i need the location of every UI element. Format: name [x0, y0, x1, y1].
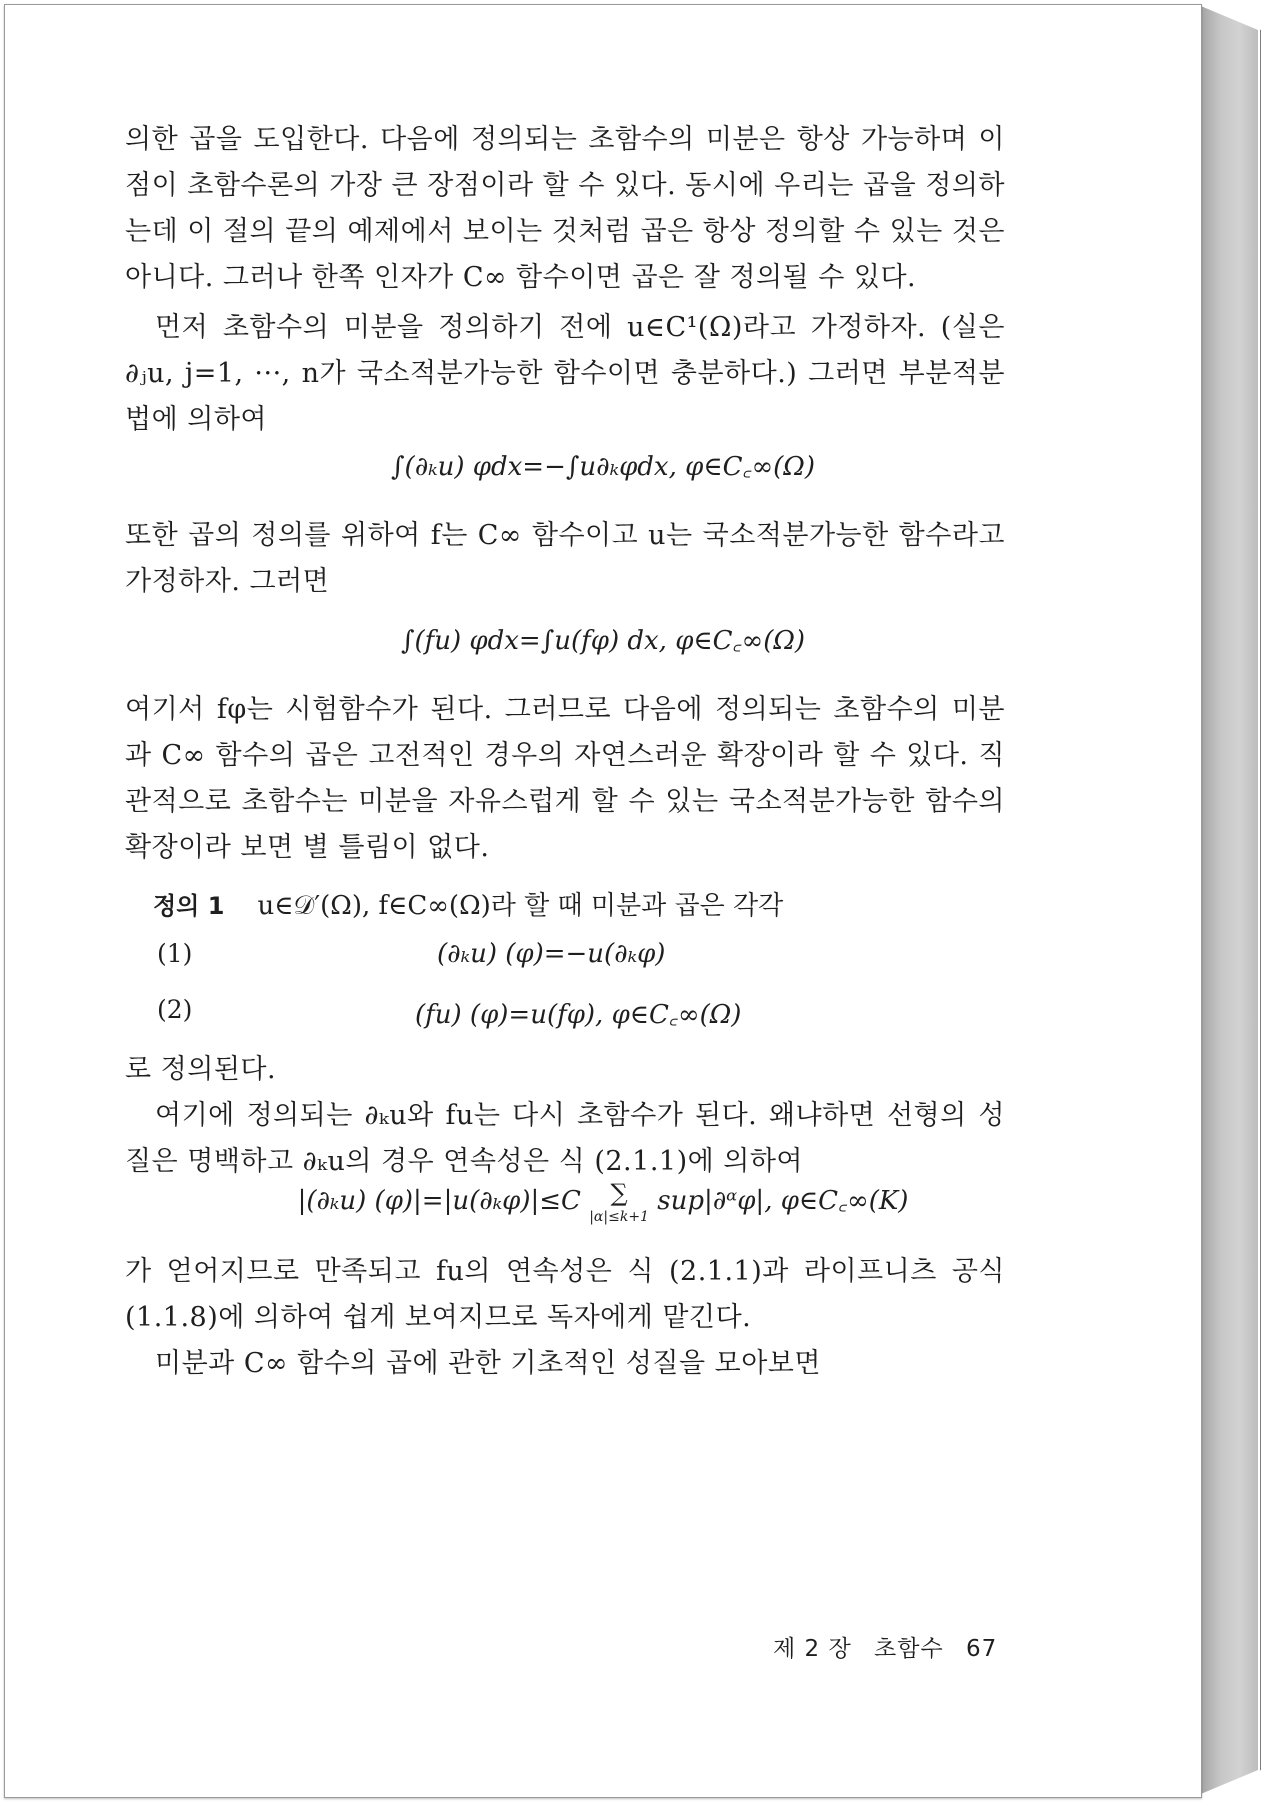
definition-item-2-formula: (fu) (φ)=u(fφ), φ∈C꜀∞(Ω): [415, 1000, 742, 1030]
equation-continuity-estimate: [5, 1180, 1201, 1224]
definition-item-1-label: (1): [157, 939, 193, 968]
definition-body: u∈𝒟′(Ω), f∈C∞(Ω)라 할 때 미분과 곱은 각각: [257, 891, 784, 921]
paragraph-6-text: 여기에 정의되는 ∂ₖu와 fu는 다시 초함수가 된다. 왜냐하면 선형의 성질은 명백하고 ∂ₖu의 경우 연속성은 식 (2.1.1)에 의하여: [125, 1100, 1005, 1177]
book-spine-side: [1196, 4, 1258, 1796]
estimate-right: sup|∂ᵅφ|, φ∈C꜀∞(K): [657, 1186, 909, 1216]
paragraph-8-text: 미분과 C∞ 함수의 곱에 관한 기초적인 성질을 모아보면: [155, 1348, 821, 1379]
paragraph-7-text: 가 얻어지므로 만족되고 fu의 연속성은 식 (2.1.1)과 라이프니츠 공식 (1.1.8)에 의하여 쉽게 보여지므로 독자에게 맡긴다.: [125, 1256, 1005, 1333]
equation-product: ∫(fu) φdx=∫u(fφ) dx, φ∈C꜀∞(Ω): [400, 626, 806, 656]
definition-item-2-label: (2): [157, 995, 193, 1024]
summation-symbol: ∑: [610, 1179, 628, 1207]
paragraph-1-text: 의한 곱을 도입한다. 다음에 정의되는 초함수의 미분은 항상 가능하며 이 점이 초함수론의 가장 큰 장점이라 할 수 있다. 동시에 우리는 곱을 정의하는데 이 절의 끝의 예제에서 보이는 것처럼 곱은 항상 정의할 수 있는 것은 아니다. 그러나 한쪽 인자가 C∞ 함수이면 곱은 잘 정의될 수 있다.: [125, 124, 1005, 293]
paragraph-5: [125, 1047, 1005, 1185]
page-number: 67: [965, 1636, 998, 1662]
equation-integration-by-parts: ∫(∂ₖu) φdx=−∫u∂ₖφdx, φ∈C꜀∞(Ω): [391, 452, 815, 482]
paragraph-4-text: 여기서 fφ는 시험함수가 된다. 그러므로 다음에 정의되는 초함수의 미분과 C∞ 함수의 곱은 고전적인 경우의 자연스러운 확장이라 할 수 있다. 직관적으로 초함수는 미분을 자유스럽게 할 수 있는 국소적분가능한 함수의 확장이라 보면 별 틀림이 없다.: [125, 694, 1005, 863]
paragraph-5-text: 로 정의된다.: [125, 1054, 277, 1085]
definition-heading: 정의 1: [153, 892, 225, 920]
paragraph-1: [125, 117, 1005, 301]
book-page: [4, 4, 1202, 1798]
summation: [589, 1180, 649, 1224]
paragraph-2: [125, 305, 1005, 443]
footer-chapter: 제 2 장: [773, 1636, 852, 1662]
paragraph-7: [125, 1249, 1005, 1387]
footer-chapter-title: 초함수: [874, 1636, 944, 1662]
paragraph-3-text: 또한 곱의 정의를 위하여 f는 C∞ 함수이고 u는 국소적분가능한 함수라고 가정하자. 그러면: [125, 520, 1005, 597]
summation-index: |α|≤k+1: [589, 1209, 649, 1225]
paragraph-3: [125, 513, 1005, 605]
running-footer: [773, 1630, 1011, 1663]
definition-item-1-formula: (∂ₖu) (φ)=−u(∂ₖφ): [437, 939, 666, 969]
paragraph-4: [125, 687, 1005, 871]
estimate-left: |(∂ₖu) (φ)|=|u(∂ₖφ)|≤C: [297, 1186, 581, 1216]
paragraph-2-text: 먼저 초함수의 미분을 정의하기 전에 u∈C¹(Ω)라고 가정하자. (실은 ∂ⱼu, j=1, ···, n가 국소적분가능한 함수이면 충분하다.) 그러면 부분적분법에 의하여: [125, 312, 1005, 435]
definition-1: [153, 885, 783, 922]
